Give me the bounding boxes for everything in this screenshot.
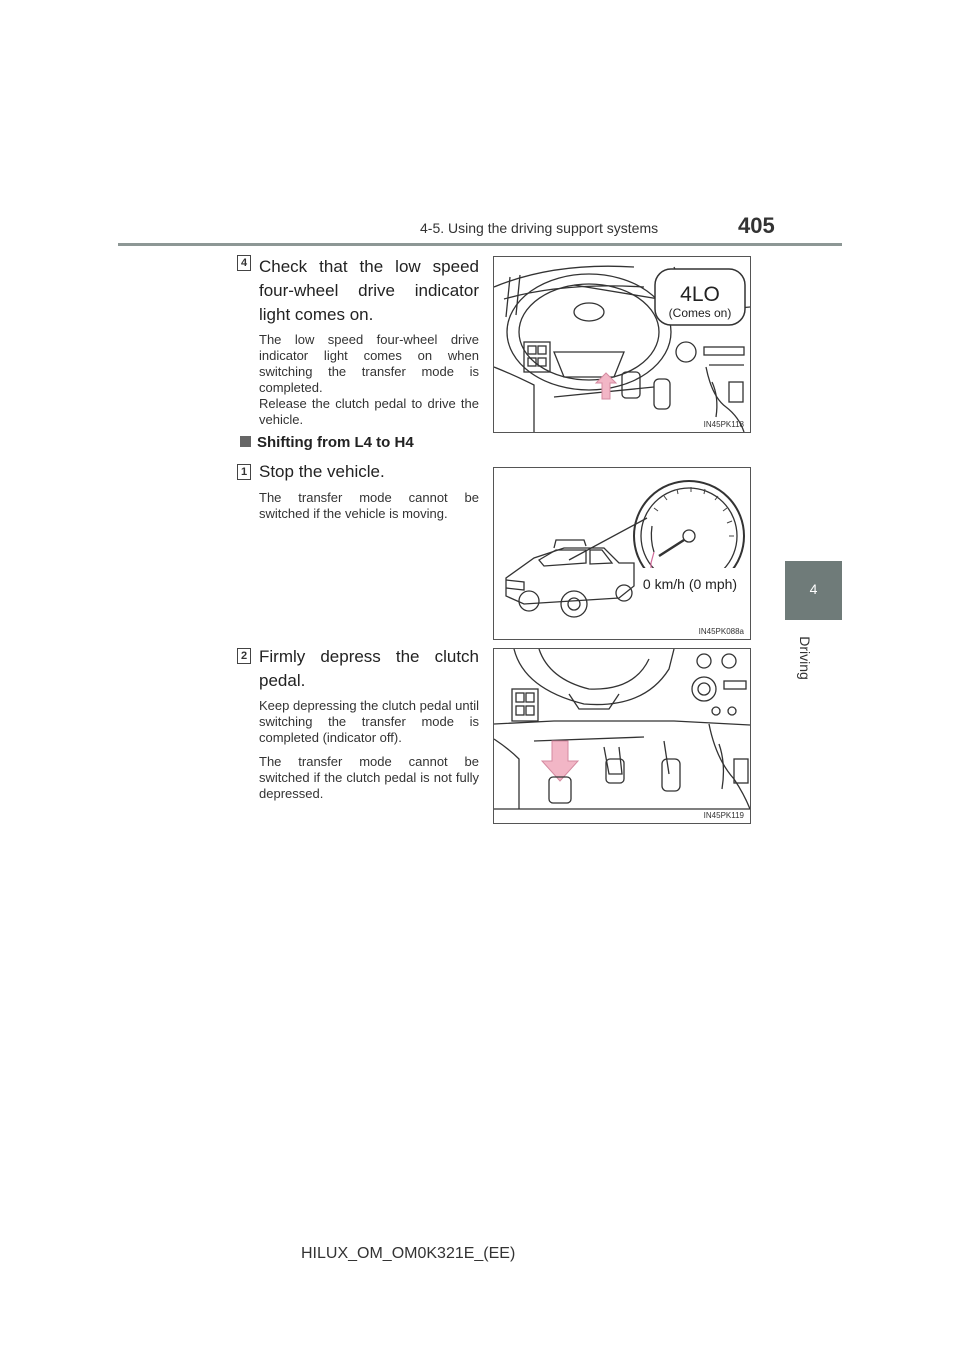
down-arrow-icon: [542, 741, 578, 781]
step-paragraph: Keep depressing the clutch pedal until switching the transfer mode is completed (indicator off).: [259, 698, 479, 745]
chapter-label: Driving: [797, 636, 813, 680]
callout-comes-on-label: (Comes on): [668, 306, 732, 320]
step-title: Check that the low speed four-wheel drive indicator light comes on.: [259, 257, 479, 324]
chapter-number: 4: [809, 581, 818, 597]
figure-code: IN45PK118: [703, 420, 744, 429]
section-title: 4-5. Using the driving support systems: [420, 220, 659, 236]
square-bullet-icon: [240, 436, 251, 447]
step-paragraph: The low speed four-wheel drive indicator light comes on when switching the transfer mode is completed.: [259, 332, 479, 395]
step-paragraph: The transfer mode cannot be switched if the clutch pedal is not fully depressed.: [259, 754, 479, 801]
header-divider: [118, 243, 842, 246]
step-description: [259, 698, 479, 802]
figure-vehicle-stopped: [493, 467, 751, 640]
step-number-badge: 4: [237, 255, 251, 271]
step-title: Stop the vehicle.: [259, 462, 385, 481]
step-paragraph: The transfer mode cannot be switched if the vehicle is moving.: [259, 490, 479, 521]
step-description: [259, 490, 479, 522]
step-title: Firmly depress the clutch pedal.: [259, 647, 479, 690]
dashboard-illustration: [494, 257, 750, 432]
figure-indicator-light: [493, 256, 751, 433]
truck-speedometer-illustration: [494, 468, 750, 639]
step-description: [259, 332, 479, 428]
document-code: HILUX_OM_OM0K321E_(EE): [301, 1245, 516, 1262]
figure-clutch-pedal: [493, 648, 751, 824]
speed-callout-label: 0 km/h (0 mph): [642, 576, 738, 592]
step-number-badge: 1: [237, 464, 251, 480]
step-number-badge: 2: [237, 648, 251, 664]
step-paragraph: Release the clutch pedal to drive the vehicle.: [259, 396, 479, 427]
figure-code: IN45PK088a: [698, 627, 744, 636]
figure-code: IN45PK119: [703, 811, 744, 820]
pedal-illustration: [494, 649, 750, 823]
chapter-tab[interactable]: [785, 561, 842, 620]
section-heading: [240, 434, 414, 451]
page-number: 405: [738, 213, 775, 238]
section-heading-text: Shifting from L4 to H4: [257, 434, 414, 451]
callout-4lo-label: 4LO: [680, 283, 720, 306]
